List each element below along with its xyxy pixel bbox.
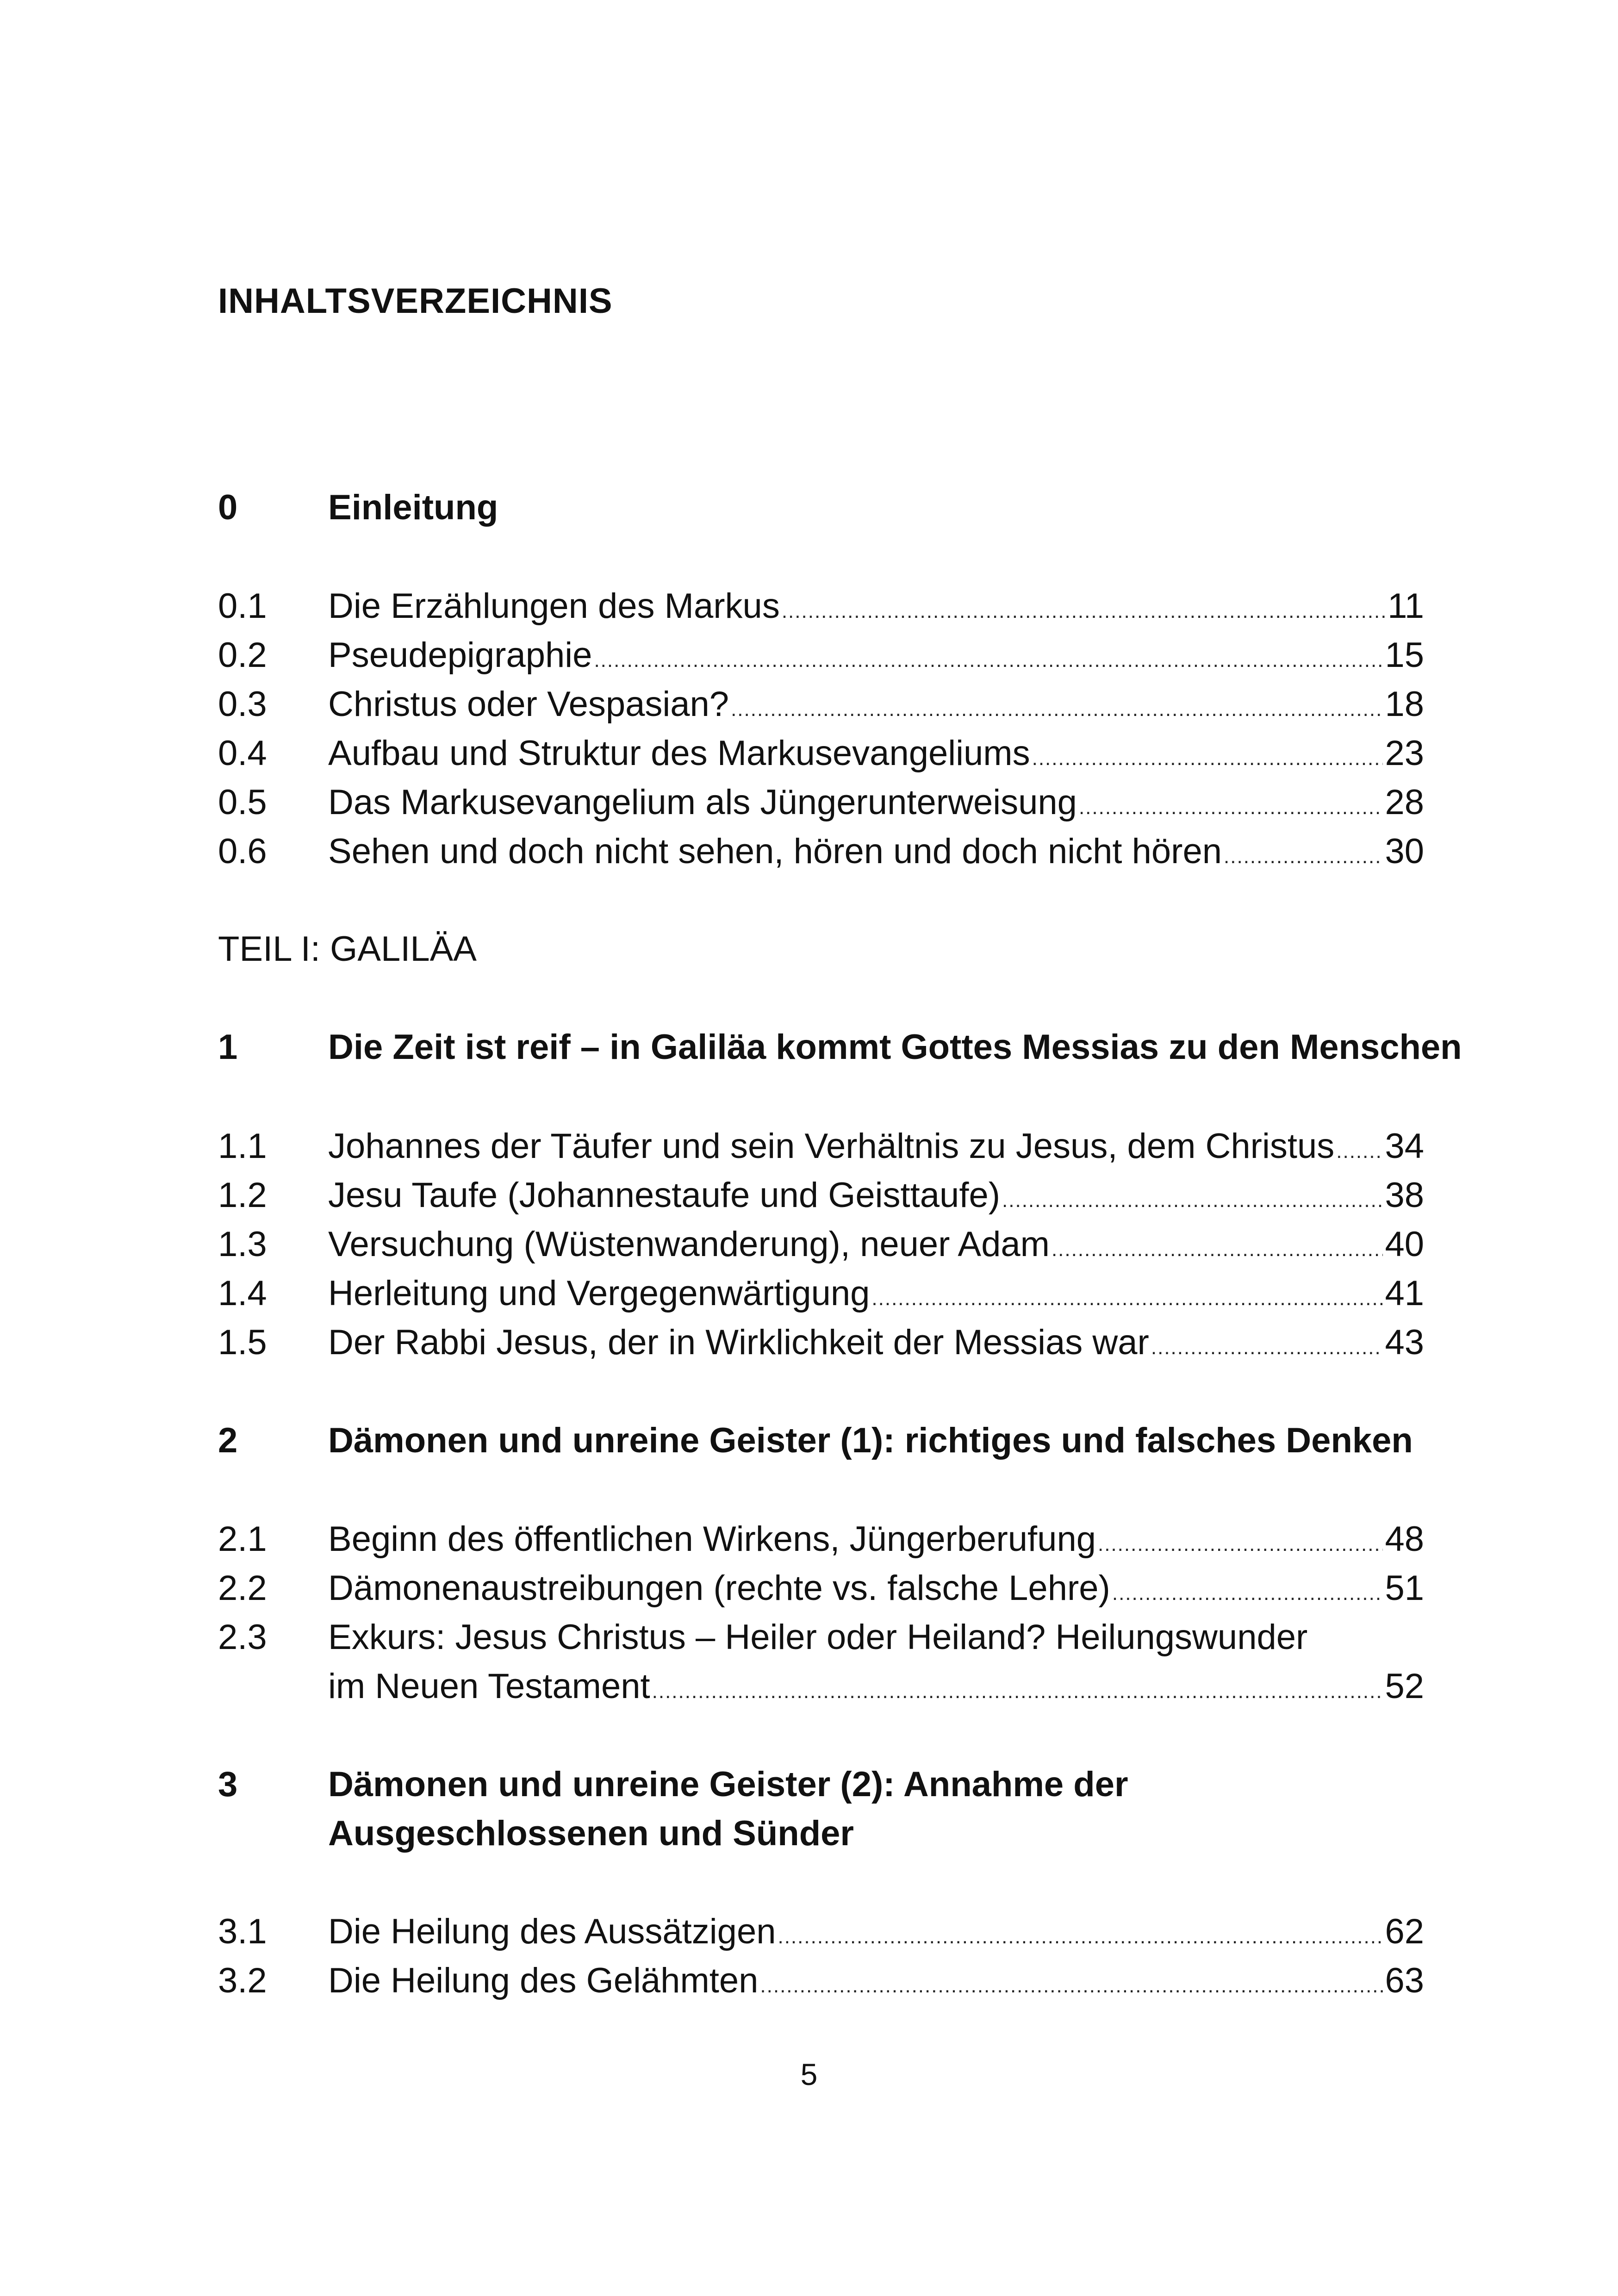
page-reference: 18 xyxy=(1385,684,1424,724)
page-reference: 38 xyxy=(1385,1176,1424,1215)
toc-entry[interactable] xyxy=(218,778,1424,832)
section-title: Johannes der Täufer und sein Verhältnis zu Jesus, dem Christus xyxy=(328,1126,1335,1166)
chapter-title-line2: Ausgeschlossenen und Sünder xyxy=(328,1814,854,1853)
dot-leader xyxy=(1079,783,1383,832)
section-number: 0.3 xyxy=(218,684,267,724)
dot-leader xyxy=(1052,1225,1383,1274)
chapter-number: 1 xyxy=(218,1027,238,1067)
chapter-heading-0 xyxy=(218,483,1424,532)
toc-entry[interactable] xyxy=(218,1220,1424,1274)
section-title: Jesu Taufe (Johannestaufe und Geisttaufe) xyxy=(328,1176,1001,1215)
toc-entry-line1[interactable] xyxy=(218,1613,1424,1662)
section-number: 1.2 xyxy=(218,1176,267,1215)
section-number: 2.2 xyxy=(218,1568,267,1608)
toc-entry[interactable] xyxy=(218,729,1424,783)
toc-entry[interactable] xyxy=(218,1171,1424,1225)
chapter-heading-1 xyxy=(218,1023,1462,1072)
toc-entry-line2[interactable] xyxy=(328,1662,1424,1716)
toc-entry[interactable] xyxy=(218,1564,1424,1618)
section-title: Die Heilung des Aussätzigen xyxy=(328,1912,776,1951)
page-reference: 63 xyxy=(1385,1961,1424,2000)
section-number: 0.2 xyxy=(218,635,267,675)
dot-leader xyxy=(778,1912,1383,1961)
page-reference: 23 xyxy=(1385,734,1424,773)
dot-leader xyxy=(1112,1569,1383,1618)
toc-entry[interactable] xyxy=(218,827,1424,881)
section-title: Exkurs: Jesus Christus – Heiler oder Heiland? Heilungswunder xyxy=(328,1618,1308,1657)
section-number: 3.1 xyxy=(218,1912,267,1951)
page-reference: 52 xyxy=(1385,1667,1424,1706)
section-title: Sehen und doch nicht sehen, hören und doch nicht hören xyxy=(328,832,1222,871)
dot-leader xyxy=(1336,1127,1383,1176)
toc-entry[interactable] xyxy=(218,1122,1424,1176)
section-number: 0.6 xyxy=(218,832,267,871)
section-title: Das Markusevangelium als Jüngerunterweisung xyxy=(328,783,1077,822)
page-number: 5 xyxy=(800,2057,818,2091)
section-title: Pseudepigraphie xyxy=(328,635,592,675)
chapter-title-line1: Dämonen und unreine Geister (2): Annahme der xyxy=(328,1765,1128,1804)
toc-entry[interactable] xyxy=(218,631,1424,685)
section-title-continued: im Neuen Testament xyxy=(328,1667,650,1706)
section-number: 1.1 xyxy=(218,1126,267,1166)
section-title: Aufbau und Struktur des Markusevangeliums xyxy=(328,734,1030,773)
section-title: Dämonenaustreibungen (rechte vs. falsche Lehre) xyxy=(328,1568,1110,1608)
section-number: 1.5 xyxy=(218,1323,267,1362)
page-reference: 30 xyxy=(1385,832,1424,871)
page-title: INHALTSVERZEICHNIS xyxy=(218,281,613,321)
dot-leader xyxy=(782,587,1386,636)
section-number: 3.2 xyxy=(218,1961,267,2000)
chapter-number: 2 xyxy=(218,1421,238,1460)
toc-entry[interactable] xyxy=(218,582,1424,636)
page-reference: 43 xyxy=(1385,1323,1424,1362)
page-reference: 15 xyxy=(1385,635,1424,675)
toc-entry[interactable] xyxy=(218,1956,1424,2010)
chapter-title: Dämonen und unreine Geister (1): richtiges und falsches Denken xyxy=(328,1421,1413,1460)
page-reference: 40 xyxy=(1385,1225,1424,1264)
section-title: Die Heilung des Gelähmten xyxy=(328,1961,759,2000)
page-reference: 51 xyxy=(1385,1568,1424,1608)
section-title: Versuchung (Wüstenwanderung), neuer Adam xyxy=(328,1225,1050,1264)
page-reference: 62 xyxy=(1385,1912,1424,1951)
section-title: Der Rabbi Jesus, der in Wirklichkeit der Messias war xyxy=(328,1323,1149,1362)
page-reference: 48 xyxy=(1385,1519,1424,1559)
section-number: 1.3 xyxy=(218,1225,267,1264)
dot-leader xyxy=(1224,832,1383,881)
chapter-number: 0 xyxy=(218,488,238,527)
toc-entry[interactable] xyxy=(218,1269,1424,1323)
dot-leader xyxy=(652,1667,1383,1716)
toc-entry[interactable] xyxy=(218,680,1424,734)
section-number: 2.3 xyxy=(218,1618,267,1657)
page-reference: 34 xyxy=(1385,1126,1424,1166)
section-number: 2.1 xyxy=(218,1519,267,1559)
chapter-heading-2 xyxy=(218,1416,1424,1465)
section-number: 0.4 xyxy=(218,734,267,773)
page-reference: 41 xyxy=(1385,1274,1424,1313)
section-title: Die Erzählungen des Markus xyxy=(328,586,780,626)
dot-leader xyxy=(760,1961,1383,2010)
section-number: 0.1 xyxy=(218,586,267,626)
dot-leader xyxy=(1151,1323,1383,1372)
toc-entry[interactable] xyxy=(218,1515,1424,1569)
part-heading: TEIL I: GALILÄA xyxy=(218,929,477,969)
page-reference: 11 xyxy=(1388,586,1424,626)
chapter-title: Einleitung xyxy=(328,488,498,527)
section-number: 1.4 xyxy=(218,1274,267,1313)
toc-entry[interactable] xyxy=(218,1318,1424,1372)
dot-leader xyxy=(1032,734,1383,783)
dot-leader xyxy=(731,685,1383,734)
toc-entry[interactable] xyxy=(218,1907,1424,1961)
dot-leader xyxy=(594,636,1383,685)
chapter-number: 3 xyxy=(218,1765,238,1804)
section-title: Beginn des öffentlichen Wirkens, Jüngerberufung xyxy=(328,1519,1096,1559)
section-title: Herleitung und Vergegenwärtigung xyxy=(328,1274,870,1313)
section-title: Christus oder Vespasian? xyxy=(328,684,729,724)
section-number: 0.5 xyxy=(218,783,267,822)
dot-leader xyxy=(1098,1520,1383,1569)
chapter-title: Die Zeit ist reif – in Galiläa kommt Gottes Messias zu den Menschen xyxy=(328,1027,1462,1067)
dot-leader xyxy=(871,1274,1383,1323)
dot-leader xyxy=(1002,1176,1383,1225)
page-reference: 28 xyxy=(1385,783,1424,822)
